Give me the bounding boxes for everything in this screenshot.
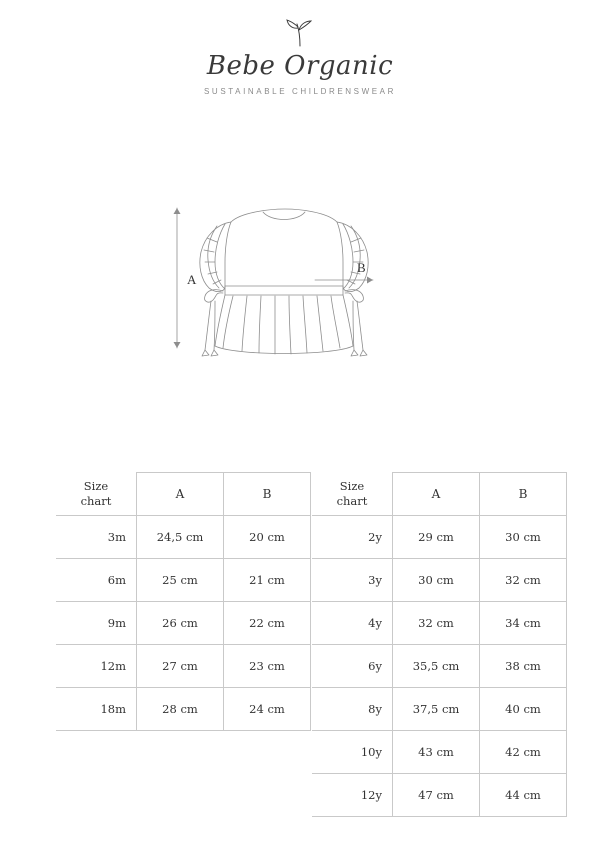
value-a: 37,5 cm bbox=[393, 688, 480, 731]
size-label: 8y bbox=[312, 688, 393, 731]
header-line-1: Size bbox=[83, 479, 109, 494]
size-label: 3m bbox=[56, 516, 137, 559]
table-row bbox=[312, 516, 567, 559]
table-row bbox=[312, 731, 567, 774]
value-a: 25 cm bbox=[137, 559, 224, 602]
table-row bbox=[56, 559, 311, 602]
size-chart-header-label bbox=[312, 473, 393, 516]
table-row bbox=[56, 645, 311, 688]
value-a: 32 cm bbox=[393, 602, 480, 645]
size-label: 2y bbox=[312, 516, 393, 559]
size-chart-header-label bbox=[56, 473, 137, 516]
value-b: 24 cm bbox=[224, 688, 311, 731]
ruffle-top-garment-diagram bbox=[155, 200, 415, 405]
size-label: 6m bbox=[56, 559, 137, 602]
brand-header bbox=[0, 18, 600, 96]
brand-name: Bebe Organic bbox=[206, 51, 394, 81]
measure-label-b: B bbox=[357, 260, 366, 275]
value-a: 24,5 cm bbox=[137, 516, 224, 559]
leaf-sprig-icon bbox=[283, 18, 317, 48]
value-a: 29 cm bbox=[393, 516, 480, 559]
table-header-row bbox=[312, 473, 567, 516]
table-row bbox=[56, 688, 311, 731]
size-label: 6y bbox=[312, 645, 393, 688]
brand-tagline: SUSTAINABLE CHILDRENSWEAR bbox=[204, 86, 396, 96]
value-a: 27 cm bbox=[137, 645, 224, 688]
value-a: 28 cm bbox=[137, 688, 224, 731]
table-row bbox=[312, 559, 567, 602]
value-a: 30 cm bbox=[393, 559, 480, 602]
column-header-a: A bbox=[137, 473, 224, 516]
value-b: 22 cm bbox=[224, 602, 311, 645]
value-a: 26 cm bbox=[137, 602, 224, 645]
value-b: 32 cm bbox=[480, 559, 567, 602]
size-chart-kids bbox=[312, 472, 567, 817]
table-row bbox=[56, 602, 311, 645]
value-b: 42 cm bbox=[480, 731, 567, 774]
table-row bbox=[312, 774, 567, 817]
size-label: 4y bbox=[312, 602, 393, 645]
value-b: 20 cm bbox=[224, 516, 311, 559]
size-label: 9m bbox=[56, 602, 137, 645]
value-b: 34 cm bbox=[480, 602, 567, 645]
size-label: 18m bbox=[56, 688, 137, 731]
column-header-b: B bbox=[480, 473, 567, 516]
table-row bbox=[312, 645, 567, 688]
value-b: 30 cm bbox=[480, 516, 567, 559]
value-a: 35,5 cm bbox=[393, 645, 480, 688]
header-line-1: Size bbox=[339, 479, 365, 494]
header-line-2: chart bbox=[80, 493, 112, 508]
value-b: 21 cm bbox=[224, 559, 311, 602]
table-row bbox=[312, 688, 567, 731]
size-label: 12m bbox=[56, 645, 137, 688]
value-b: 44 cm bbox=[480, 774, 567, 817]
size-label: 12y bbox=[312, 774, 393, 817]
value-b: 40 cm bbox=[480, 688, 567, 731]
value-b: 23 cm bbox=[224, 645, 311, 688]
size-label: 3y bbox=[312, 559, 393, 602]
table-header-row bbox=[56, 473, 311, 516]
table-row bbox=[312, 602, 567, 645]
value-b: 38 cm bbox=[480, 645, 567, 688]
measure-label-a: A bbox=[187, 272, 197, 287]
column-header-b: B bbox=[224, 473, 311, 516]
value-a: 47 cm bbox=[393, 774, 480, 817]
column-header-a: A bbox=[393, 473, 480, 516]
table-row bbox=[56, 516, 311, 559]
size-label: 10y bbox=[312, 731, 393, 774]
size-chart-baby bbox=[56, 472, 311, 731]
value-a: 43 cm bbox=[393, 731, 480, 774]
header-line-2: chart bbox=[336, 493, 368, 508]
